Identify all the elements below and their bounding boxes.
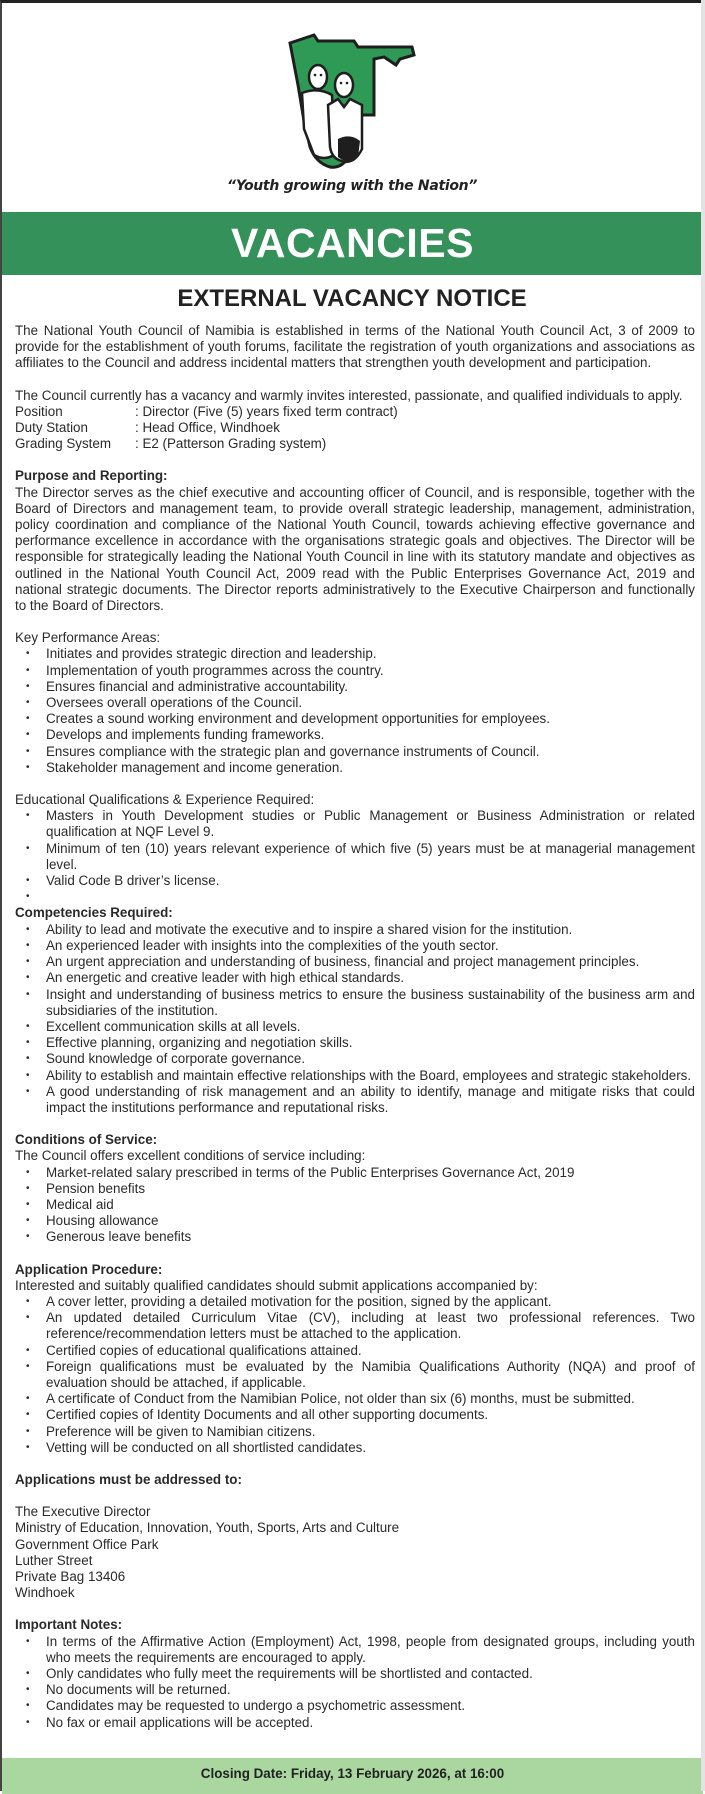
list-item: • No fax or email applications will be accepted. — [15, 1715, 695, 1731]
list-item: • A cover letter, providing a detailed motivation for the position, signed by the applicant. — [15, 1294, 695, 1310]
procedure-list — [15, 1294, 695, 1456]
conditions-heading: Conditions of Service: — [15, 1132, 158, 1148]
national-youth-council-logo-icon — [272, 29, 432, 169]
address-line: Ministry of Education, Innovation, Youth, Sports, Arts and Culture — [15, 1520, 400, 1536]
vacancies-banner: VACANCIES — [2, 212, 703, 275]
list-item — [15, 889, 695, 905]
notes-heading: Important Notes: — [15, 1617, 123, 1633]
grading-system-label: Grading System — [15, 436, 112, 452]
list-item: • Market-related salary prescribed in terms of the Public Enterprises Governance Act, 2019 — [15, 1165, 695, 1181]
list-item: • Valid Code B driver’s license. — [15, 873, 695, 889]
list-item: • Develops and implements funding frameworks. — [15, 727, 695, 743]
position-label: Position — [15, 403, 63, 419]
qualifications-heading: Educational Qualifications & Experience Required: — [15, 792, 315, 808]
duty-station-row — [15, 420, 695, 436]
grading-system-row — [15, 436, 695, 452]
list-item: • Oversees overall operations of the Council. — [15, 695, 695, 711]
address-line: Luther Street — [15, 1552, 93, 1568]
list-item: • Ensures compliance with the strategic plan and governance instruments of Council. — [15, 744, 695, 760]
position-row — [15, 404, 695, 420]
address-heading: Applications must be addressed to: — [15, 1471, 242, 1487]
notice-title: EXTERNAL VACANCY NOTICE — [177, 285, 527, 312]
position-value: : Director (Five (5) years fixed term contract) — [135, 403, 398, 419]
address-line: Windhoek — [15, 1585, 75, 1601]
purpose-text: The Director serves as the chief executive and accounting officer of Council, and is responsible, together with the Board of Directors and management team, to provide overall strategic leadership, management, administration, policy coordination and compliance of the National Youth Council, towards achieving effective governance and performance excellence in accordance with the organisations strategic goals and objectives. The Director will be responsible for strategically leading the National Youth Council in line with its statutory mandate and objectives as outlined in the National Youth Council Act, 2009 read with the Public Enterprises Governance Act, 2019 and national strategic documents. The Director reports administratively to the Executive Chairperson and functionally to the Board of Directors. — [15, 484, 695, 614]
procedure-heading: Application Procedure: — [15, 1261, 163, 1277]
list-item: • Sound knowledge of corporate governance. — [15, 1051, 695, 1067]
list-item: • Ability to establish and maintain effective relationships with the Board, employees and strategic stakeholders. — [15, 1068, 695, 1084]
conditions-list — [15, 1165, 695, 1246]
list-item: • Preference will be given to Namibian citizens. — [15, 1424, 695, 1440]
list-item: • Medical aid — [15, 1197, 695, 1213]
list-item: • Ability to lead and motivate the executive and to inspire a shared vision for the institution. — [15, 922, 695, 938]
page-edge — [701, 0, 705, 1791]
conditions-intro: The Council offers excellent conditions of service including: — [15, 1148, 366, 1164]
list-item: • Minimum of ten (10) years relevant experience of which five (5) years must be at managerial management level. — [15, 841, 695, 873]
list-item: • Housing allowance — [15, 1213, 695, 1229]
list-item: • Excellent communication skills at all levels. — [15, 1019, 695, 1035]
grading-system-value: : E2 (Patterson Grading system) — [135, 436, 327, 452]
competencies-heading: Competencies Required: — [15, 905, 173, 921]
list-item: • Masters in Youth Development studies or Public Management or Business Administration or related qualification at NQF Level 9. — [15, 808, 695, 840]
list-item: • Effective planning, organizing and negotiation skills. — [15, 1035, 695, 1051]
address-line: Private Bag 13406 — [15, 1569, 126, 1584]
list-item: • Vetting will be conducted on all shortlisted candidates. — [15, 1440, 695, 1456]
notice-body — [15, 323, 695, 1731]
list-item: • Certified copies of Identity Documents and all other supporting documents. — [15, 1407, 695, 1423]
list-item: • Pension benefits — [15, 1181, 695, 1197]
list-item: • Ensures financial and administrative accountability. — [15, 679, 695, 695]
address-block — [15, 1504, 695, 1601]
list-item: • An urgent appreciation and understanding of business, financial and project management principles. — [15, 954, 695, 970]
address-line: The Executive Director — [15, 1504, 151, 1520]
address-line: Government Office Park — [15, 1536, 159, 1552]
purpose-heading: Purpose and Reporting: — [15, 468, 168, 484]
list-item: • Certified copies of educational qualifications attained. — [15, 1343, 695, 1359]
procedure-intro: Interested and suitably qualified candidates should submit applications accompanied by: — [15, 1277, 538, 1293]
list-item: • An experienced leader with insights into the complexities of the youth sector. — [15, 938, 695, 954]
list-item: • Implementation of youth programmes across the country. — [15, 663, 695, 679]
list-item: • Foreign qualifications must be evaluated by the Namibia Qualifications Authority (NQA) and proof of evaluation should be attached, if applicable. — [15, 1359, 695, 1391]
duty-station-label: Duty Station — [15, 420, 88, 436]
list-item: • Stakeholder management and income generation. — [15, 760, 695, 776]
invitation-paragraph: The Council currently has a vacancy and warmly invites interested, passionate, and qualified individuals to apply. — [15, 387, 683, 403]
notes-list — [15, 1634, 695, 1731]
list-item: • Only candidates who fully meet the requirements will be shortlisted and contacted. — [15, 1666, 695, 1682]
kpa-list — [15, 646, 695, 776]
closing-date-bar: Closing Date: Friday, 13 February 2026, at 16:00 — [2, 1758, 703, 1794]
list-item: • An energetic and creative leader with high ethical standards. — [15, 970, 695, 986]
list-item: • A certificate of Conduct from the Namibian Police, not older than six (6) months, must be submitted. — [15, 1391, 695, 1407]
list-item: • In terms of the Affirmative Action (Employment) Act, 1998, people from designated groups, including youth who meets the requirements are encouraged to apply. — [15, 1634, 695, 1666]
list-item: • Generous leave benefits — [15, 1229, 695, 1245]
list-item: • Initiates and provides strategic direction and leadership. — [15, 646, 695, 662]
intro-paragraph: The National Youth Council of Namibia is established in terms of the National Youth Council Act, 3 of 2009 to provide for the establishment of youth forums, facilitate the registration of youth organizations and associations as affiliates to the Council and address incidental matters that strengthen youth development and participation. — [15, 323, 695, 371]
list-item: • Insight and understanding of business metrics to ensure the business sustainability of the business arm and subsidiaries of the institution. — [15, 987, 695, 1019]
kpa-heading: Key Performance Areas: — [15, 630, 161, 646]
list-item: • A good understanding of risk management and an ability to identify, manage and mitigate risks that could impact the institutions performance and reputational risks. — [15, 1084, 695, 1116]
list-item: • An updated detailed Curriculum Vitae (CV), including at least two professional references. Two reference/recommendation letters must be attached to the application. — [15, 1310, 695, 1342]
organization-tagline: “Youth growing with the Nation” — [226, 178, 478, 194]
list-item: • No documents will be returned. — [15, 1682, 695, 1698]
list-item: • Candidates may be requested to undergo a psychometric assessment. — [15, 1698, 695, 1714]
duty-station-value: : Head Office, Windhoek — [135, 420, 280, 436]
competencies-list — [15, 922, 695, 1116]
list-item: • Creates a sound working environment and development opportunities for employees. — [15, 711, 695, 727]
qualifications-list — [15, 808, 695, 905]
